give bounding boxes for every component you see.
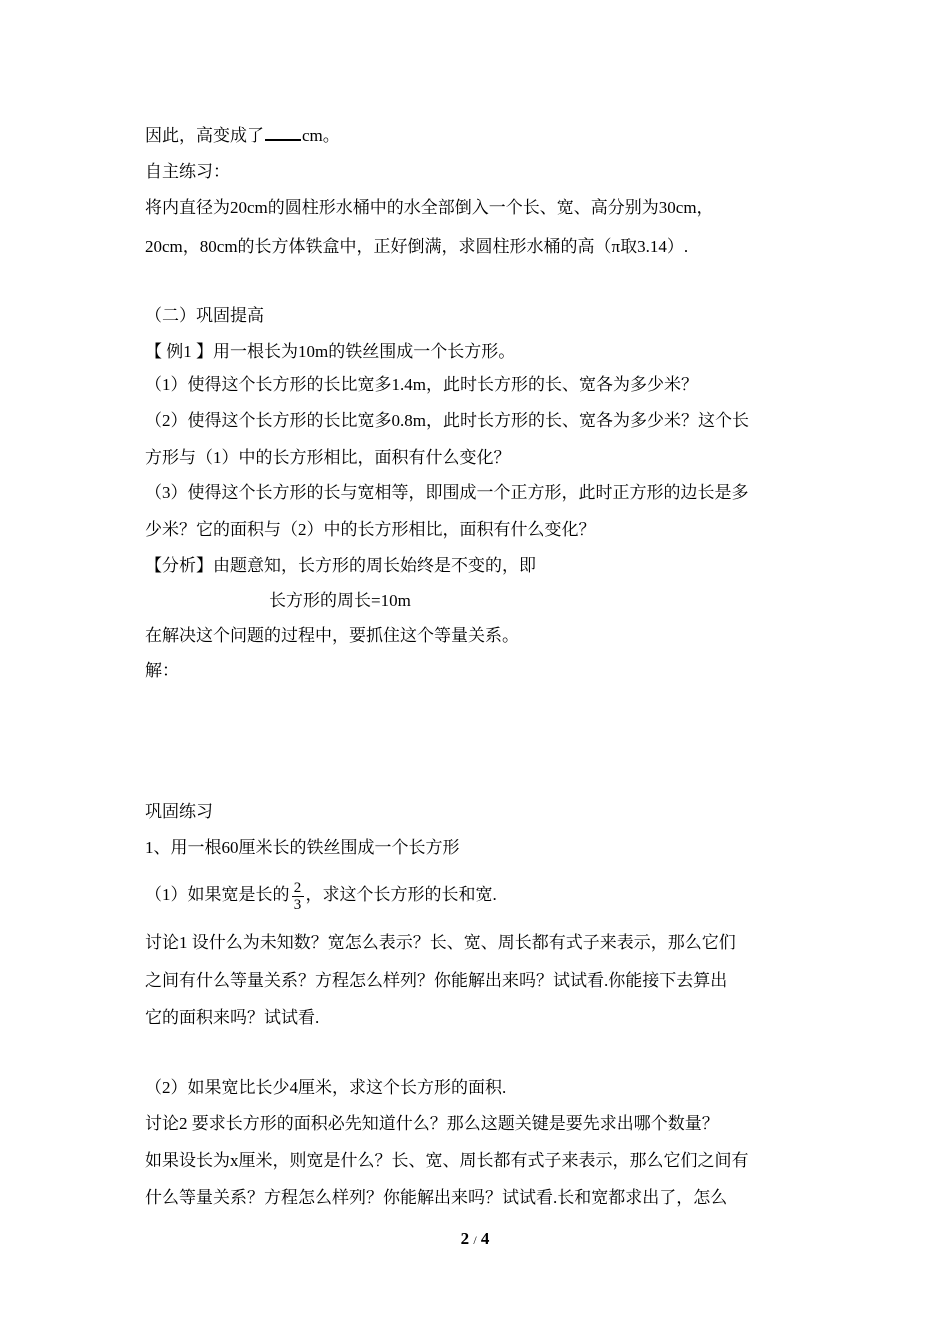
solution-label: 解： bbox=[145, 661, 179, 680]
text-segment: ，求这个长方形的长和宽. bbox=[305, 885, 497, 904]
equation-line: 长方形的周长=10m bbox=[269, 591, 411, 610]
text-line: 1、用一根60厘米长的铁丝围成一个长方形 bbox=[145, 838, 460, 857]
answer-blank bbox=[265, 125, 301, 141]
fraction bbox=[292, 880, 304, 913]
discussion-line: 讨论1 设什么为未知数？宽怎么表示？长、宽、周长都有式子来表示，那么它们 bbox=[145, 933, 736, 952]
text-segment: （1）如果宽是长的 bbox=[145, 885, 290, 904]
section-heading: （二）巩固提高 bbox=[145, 306, 264, 325]
text-line: 在解决这个问题的过程中，要抓住这个等量关系。 bbox=[145, 626, 519, 645]
text-line: 如果设长为x厘米，则宽是什么？长、宽、周长都有式子来表示，那么它们之间有 bbox=[145, 1151, 749, 1170]
text-segment: 因此，高变成了 bbox=[145, 126, 264, 145]
text-line: 20cm，80cm的长方体铁盒中，正好倒满，求圆柱形水桶的高（π取3.14）. bbox=[145, 237, 689, 256]
page-number bbox=[0, 1228, 950, 1251]
text-line: （2）如果宽比长少4厘米，求这个长方形的面积. bbox=[145, 1078, 507, 1097]
fraction-numerator: 2 bbox=[293, 879, 302, 896]
section-heading: 自主练习： bbox=[145, 162, 230, 181]
fraction-denominator: 3 bbox=[293, 896, 302, 913]
text-line: 少米？它的面积与（2）中的长方形相比，面积有什么变化？ bbox=[145, 520, 596, 539]
text-line: 它的面积来吗？试试看. bbox=[145, 1008, 320, 1027]
text-line: 方形与（1）中的长方形相比，面积有什么变化？ bbox=[145, 448, 511, 467]
current-page: 2 bbox=[460, 1229, 470, 1248]
discussion-line: 讨论2 要求长方形的面积必先知道什么？那么这题关键是要先求出哪个数量？ bbox=[145, 1114, 719, 1133]
text-line: （3）使得这个长方形的长与宽相等，即围成一个正方形，此时正方形的边长是多 bbox=[145, 483, 749, 502]
text-line bbox=[145, 872, 810, 918]
text-segment: cm。 bbox=[302, 126, 340, 145]
text-line: （2）使得这个长方形的长比宽多0.8m，此时长方形的长、宽各为多少米？这个长 bbox=[145, 411, 749, 430]
analysis-line: 【分析】由题意知，长方形的周长始终是不变的，即 bbox=[145, 556, 536, 575]
page-separator: / bbox=[473, 1233, 477, 1247]
section-heading: 巩固练习 bbox=[145, 802, 213, 821]
example-title: 【 例1 】用一根长为10m的铁丝围成一个长方形。 bbox=[145, 342, 516, 361]
text-line: （1）使得这个长方形的长比宽多1.4m，此时长方形的长、宽各为多少米？ bbox=[145, 375, 698, 394]
text-line: 什么等量关系？方程怎么样列？你能解出来吗？试试看.长和宽都求出了，怎么 bbox=[145, 1188, 728, 1207]
text-line: 将内直径为20cm的圆柱形水桶中的水全部倒入一个长、宽、高分别为30cm， bbox=[145, 198, 714, 217]
total-pages: 4 bbox=[480, 1229, 490, 1248]
text-line: 之间有什么等量关系？方程怎么样列？你能解出来吗？试试看.你能接下去算出 bbox=[145, 971, 728, 990]
text-line bbox=[145, 125, 810, 147]
